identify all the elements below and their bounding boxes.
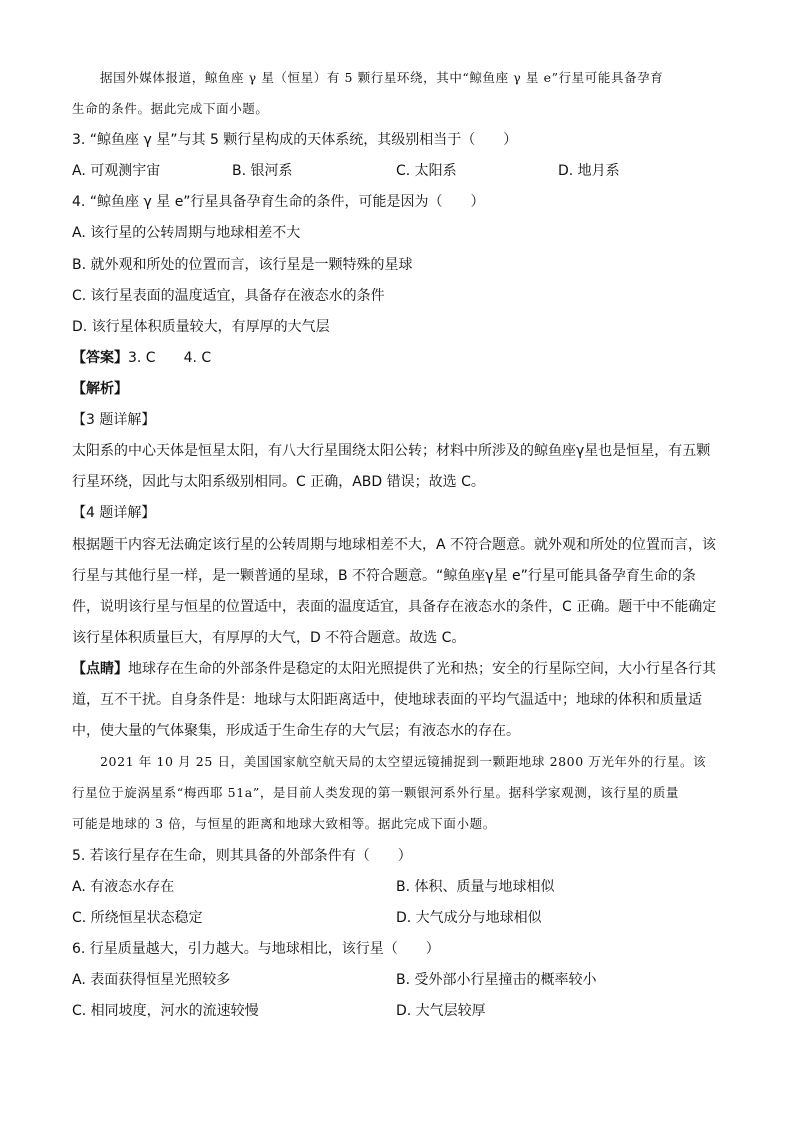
question-4-option-b: B. 就外观和所处的位置而言，该行星是一颗特殊的星球: [72, 257, 413, 273]
question-3-option-d: D. 地月系: [558, 163, 620, 179]
q3-detail-line-2: 行星环绕，因此与太阳系级别相同。C 正确，ABD 错误；故选 C。: [72, 474, 485, 490]
q3-detail-heading: 【3 题详解】: [72, 412, 156, 428]
question-5-option-d: D. 大气成分与地球相似: [396, 910, 542, 926]
question-5-stem: 5. 若该行星存在生命，则其具备的外部条件有（ ）: [72, 848, 412, 864]
q4-detail-line-1: 根据题干内容无法确定该行星的公转周期与地球相差不大，A 不符合题意。就外观和所处的位置而言，该: [72, 537, 717, 553]
question-3-option-a: A. 可观测宇宙: [72, 163, 161, 179]
analysis-tag: 【解析】: [72, 381, 128, 397]
answer-value: 3. C 4. C: [128, 350, 212, 366]
question-4-option-a: A. 该行星的公转周期与地球相差不大: [72, 225, 301, 241]
answer-line: [72, 348, 211, 368]
question-4-option-c: C. 该行星表面的温度适宜，具备存在液态水的条件: [72, 288, 385, 304]
question-6-option-b: B. 受外部小行星撞击的概率较小: [396, 972, 597, 988]
point-line-2: 道，互不干扰。自身条件是：地球与太阳距离适中，使地球表面的平均气温适中；地球的体积和质量适: [72, 692, 702, 708]
question-3-option-c: C. 太阳系: [396, 163, 457, 179]
question-6-option-a: A. 表面获得恒星光照较多: [72, 972, 231, 988]
answer-tag: 【答案】: [72, 350, 128, 366]
q3-detail-line-1: 太阳系的中心天体是恒星太阳，有八大行星围绕太阳公转；材料中所涉及的鲸鱼座γ星也是恒星，有五颗: [72, 443, 711, 459]
question-4-option-d: D. 该行星体积质量较大，有厚厚的大气层: [72, 319, 330, 335]
point-tag: 【点睛】: [72, 661, 128, 677]
q4-detail-heading: 【4 题详解】: [72, 505, 156, 521]
point-line-3: 中，使大量的气体聚集，形成适于生命生存的大气层；有液态水的存在。: [72, 723, 520, 739]
question-3-option-b: B. 银河系: [232, 163, 293, 179]
point-line-1: [72, 659, 716, 679]
point-text-1: 地球存在生命的外部条件是稳定的太阳光照提供了光和热；安全的行星际空间，大小行星各行其: [128, 661, 716, 677]
question-5-option-b: B. 体积、质量与地球相似: [396, 879, 555, 895]
passage2-line-3: 可能是地球的 3 倍，与恒星的距离和地球大致相等。据此完成下面小题。: [72, 816, 496, 831]
q4-detail-line-3: 件，说明该行星与恒星的位置适中，表面的温度适宜，具备存在液态水的条件，C 正确。题干中不能确定: [72, 599, 717, 615]
passage2-line-1: 2021 年 10 月 25 日，美国国家航空航天局的太空望远镜捕捉到一颗距地球 2800 万光年外的行星。该: [100, 754, 707, 769]
q4-detail-line-2: 行星与其他行星一样，是一颗普通的星球，B 不符合题意。“鲸鱼座γ星 e”行星可能具备孕育生命的条: [72, 568, 696, 584]
passage1-line-1: 据国外媒体报道，鲸鱼座 γ 星（恒星）有 5 颗行星环绕，其中“鲸鱼座 γ 星 e”行星可能具备孕育: [100, 70, 664, 85]
question-6-option-d: D. 大气层较厚: [396, 1003, 486, 1019]
q4-detail-line-4: 该行星体积质量巨大，有厚厚的大气，D 不符合题意。故选 C。: [72, 630, 466, 646]
question-5-option-a: A. 有液态水存在: [72, 879, 175, 895]
question-6-stem: 6. 行星质量越大，引力越大。与地球相比，该行星（ ）: [72, 941, 440, 957]
question-4-stem: 4. “鲸鱼座 γ 星 e”行星具备孕育生命的条件，可能是因为（ ）: [72, 194, 485, 210]
question-6-option-c: C. 相同坡度，河水的流速较慢: [72, 1003, 259, 1019]
question-5-option-c: C. 所绕恒星状态稳定: [72, 910, 203, 926]
passage2-line-2: 行星位于旋涡星系“梅西耶 51a”，是目前人类发现的第一颗银河系外行星。据科学家观测，该行星的质量: [72, 785, 680, 800]
question-3-stem: 3. “鲸鱼座 γ 星”与其 5 颗行星构成的天体系统，其级别相当于（ ）: [72, 132, 518, 148]
passage1-line-2: 生命的条件。据此完成下面小题。: [72, 101, 269, 116]
